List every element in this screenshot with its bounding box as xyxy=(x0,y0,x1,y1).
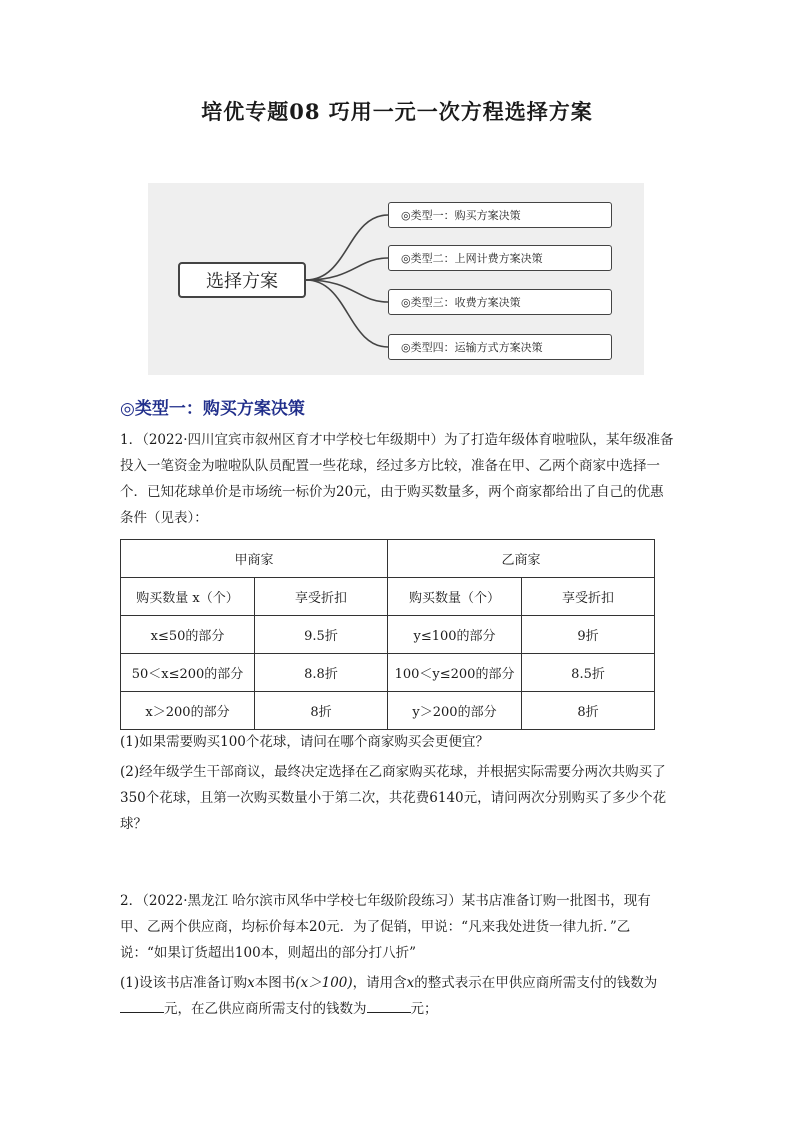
table-row xyxy=(121,616,655,654)
section-heading: ◎类型一：购买方案决策 xyxy=(120,399,305,419)
table-row xyxy=(121,692,655,730)
table-cell: 8.8折 xyxy=(255,654,388,692)
table-cell: 50＜x≤200的部分 xyxy=(121,654,255,692)
problem1-question1: (1)如果需要购买100个花球，请问在哪个商家购买会更便宜？ xyxy=(120,734,489,750)
mind-map-root: 选择方案 xyxy=(178,262,306,298)
table-cell: y＞200的部分 xyxy=(388,692,522,730)
question-text: 本图书 xyxy=(254,975,296,991)
table-group-header: 甲商家 xyxy=(121,540,388,578)
table-cell: x≤50的部分 xyxy=(121,616,255,654)
mind-map-diagram xyxy=(148,183,644,375)
question-text: (1)设该书店准备订购 xyxy=(120,975,248,991)
problem2-intro: 2．（2022·黑龙江 哈尔滨市风华中学校七年级阶段练习）某书店准备订购一批图书，现有甲、乙两个供应商，均标价每本20元．为了促销，甲说：“凡来我处进货一律九折．”乙说：“如果订货超出100本，则超出的部分打八折” xyxy=(120,893,651,961)
table-cell: 9折 xyxy=(522,616,655,654)
table-cell: 8折 xyxy=(522,692,655,730)
condition-formula: (x＞100) xyxy=(295,975,353,991)
question-text: ，请用含 xyxy=(352,975,407,991)
problem1-question2: (2)经年级学生干部商议，最终决定选择在乙商家购买花球，并根据实际需要分两次共购买了350个花球，且第一次购买数量小于第二次，共花费6140元，请问两次分别购买了多少个花球？ xyxy=(120,764,667,832)
mind-map-branch: ◎类型一：购买方案决策 xyxy=(388,202,612,228)
table-cell: 100＜y≤200的部分 xyxy=(388,654,522,692)
answer-blank[interactable] xyxy=(367,998,411,1013)
mind-map-branch: ◎类型三：收费方案决策 xyxy=(388,289,612,315)
table-cell: x＞200的部分 xyxy=(121,692,255,730)
table-header-cell: 购买数量 x（个） xyxy=(121,578,255,616)
question-text: 元，在乙供应商所需支付的钱数为 xyxy=(164,1001,367,1017)
variable-x: x xyxy=(406,975,415,991)
table-cell: 8折 xyxy=(255,692,388,730)
question-text: 的整式表示在甲供应商所需支付的钱数为 xyxy=(414,975,658,991)
page-title: 培优专题08 巧用一元一次方程选择方案 xyxy=(201,99,593,124)
table-header-cell: 享受折扣 xyxy=(522,578,655,616)
answer-blank[interactable] xyxy=(120,998,164,1013)
mind-map-branch: ◎类型二：上网计费方案决策 xyxy=(388,245,612,271)
table-group-header: 乙商家 xyxy=(388,540,655,578)
table-header-cell: 购买数量（个） xyxy=(388,578,522,616)
mind-map-branch: ◎类型四：运输方式方案决策 xyxy=(388,334,612,360)
table-group-row xyxy=(121,540,655,578)
problem2-question1 xyxy=(120,970,676,1022)
table-cell: y≤100的部分 xyxy=(388,616,522,654)
problem1-intro: 1．（2022·四川宜宾市叙州区育才中学校七年级期中）为了打造年级体育啦啦队，某年级准备投入一笔资金为啦啦队队员配置一些花球，经过多方比较，准备在甲、乙两个商家中选择一个．已知花球单价是市场统一标价为20元，由于购买数量多，两个商家都给出了自己的优惠条件（见表）： xyxy=(120,432,674,526)
table-header-cell: 享受折扣 xyxy=(255,578,388,616)
discount-table xyxy=(120,539,655,730)
table-cell: 8.5折 xyxy=(522,654,655,692)
table-header-row xyxy=(121,578,655,616)
table-cell: 9.5折 xyxy=(255,616,388,654)
question-text: 元； xyxy=(410,1001,438,1017)
variable-x: x xyxy=(247,975,255,991)
table-row xyxy=(121,654,655,692)
